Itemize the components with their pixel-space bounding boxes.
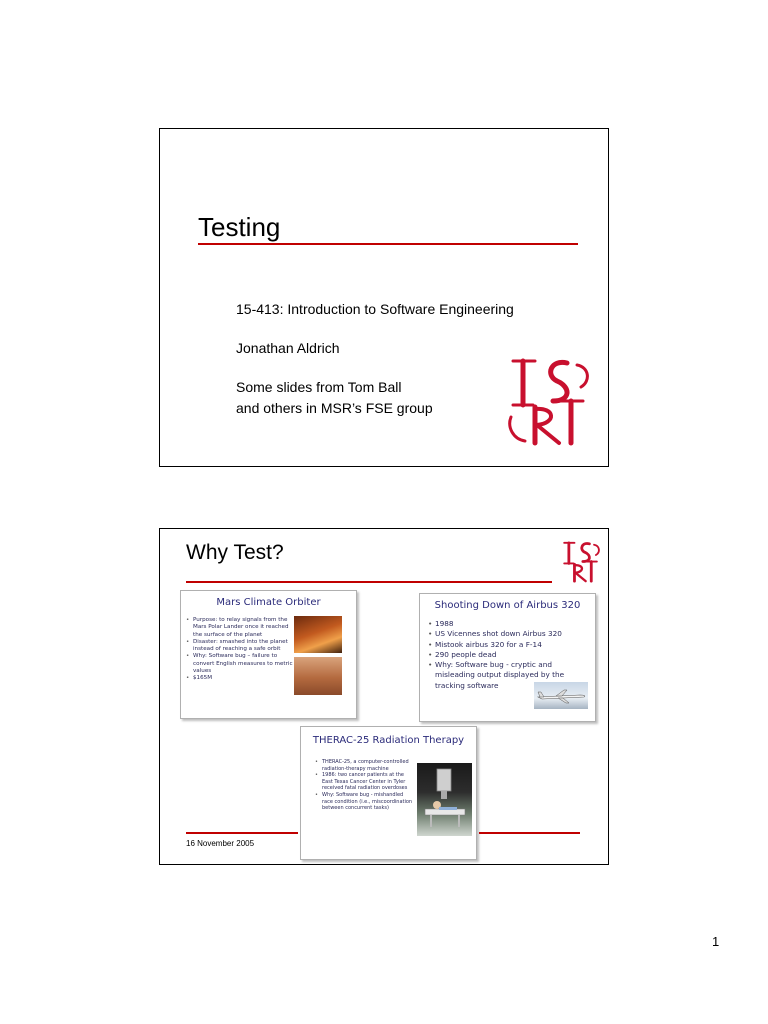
slide-why-test	[159, 528, 609, 865]
list-item: • Purpose: to relay signals from the Mars Polar Lander once it reached the surface of the planet	[186, 617, 293, 639]
footer-rule-left	[186, 832, 298, 834]
list-item: • Why: Software bug - cryptic and misleading output displayed by the tracking software	[428, 660, 588, 691]
list-item: • Why: Software bug – failure to convert English measures to metric values	[186, 653, 293, 675]
therac-list	[315, 759, 413, 812]
card-title: Mars Climate Orbiter	[216, 597, 321, 608]
slide1-title: Testing	[198, 212, 281, 242]
list-item: • $165M	[186, 675, 293, 682]
airplane-icon	[534, 682, 588, 709]
mars-surface-image	[294, 657, 342, 695]
therac-25-card	[300, 726, 477, 860]
credit-line-2: and others in MSR’s FSE group	[236, 400, 433, 416]
list-item: • 1988	[428, 619, 588, 629]
mars-list	[186, 617, 293, 683]
airbus-list	[428, 619, 588, 691]
slide2-title-rule	[186, 581, 552, 583]
list-item: • 1986: two cancer patients at the East Texas Cancer Center in Tyler received fatal radiation overdoses	[315, 772, 413, 792]
slide2-title: Why Test?	[186, 541, 284, 564]
footer-rule-right	[479, 832, 580, 834]
mars-orbiter-image	[294, 616, 342, 653]
list-item: • THERAC-25, a computer-controlled radiation-therapy machine	[315, 759, 413, 772]
list-item: • Why: Software bug - mishandled race condition (i.e., miscoordination between concurrent tasks)	[315, 792, 413, 812]
list-item: • Mistook airbus 320 for a F-14	[428, 640, 588, 650]
slide-title	[159, 128, 609, 467]
airplane-image	[534, 682, 588, 709]
list-item: • US Vicennes shot down Airbus 320	[428, 629, 588, 639]
course-name: 15-413: Introduction to Software Engineering	[236, 301, 514, 317]
slide-date: 16 November 2005	[186, 839, 255, 848]
credit-line-1: Some slides from Tom Ball	[236, 379, 402, 395]
mars-climate-orbiter-card	[180, 590, 357, 719]
isri-logo-small	[560, 541, 602, 583]
airbus-card	[419, 593, 596, 722]
page-number: 1	[712, 934, 720, 949]
slide1-title-rule	[198, 243, 578, 245]
card-title: Shooting Down of Airbus 320	[434, 600, 581, 611]
therac-machine-image	[417, 763, 472, 836]
card-title: THERAC-25 Radiation Therapy	[312, 735, 465, 746]
list-item: • Disaster: smashed into the planet instead of reaching a safe orbit	[186, 639, 293, 654]
list-item: • 290 people dead	[428, 650, 588, 660]
radiation-machine-icon	[417, 763, 472, 836]
isri-logo	[505, 357, 593, 447]
author-name: Jonathan Aldrich	[236, 340, 340, 356]
